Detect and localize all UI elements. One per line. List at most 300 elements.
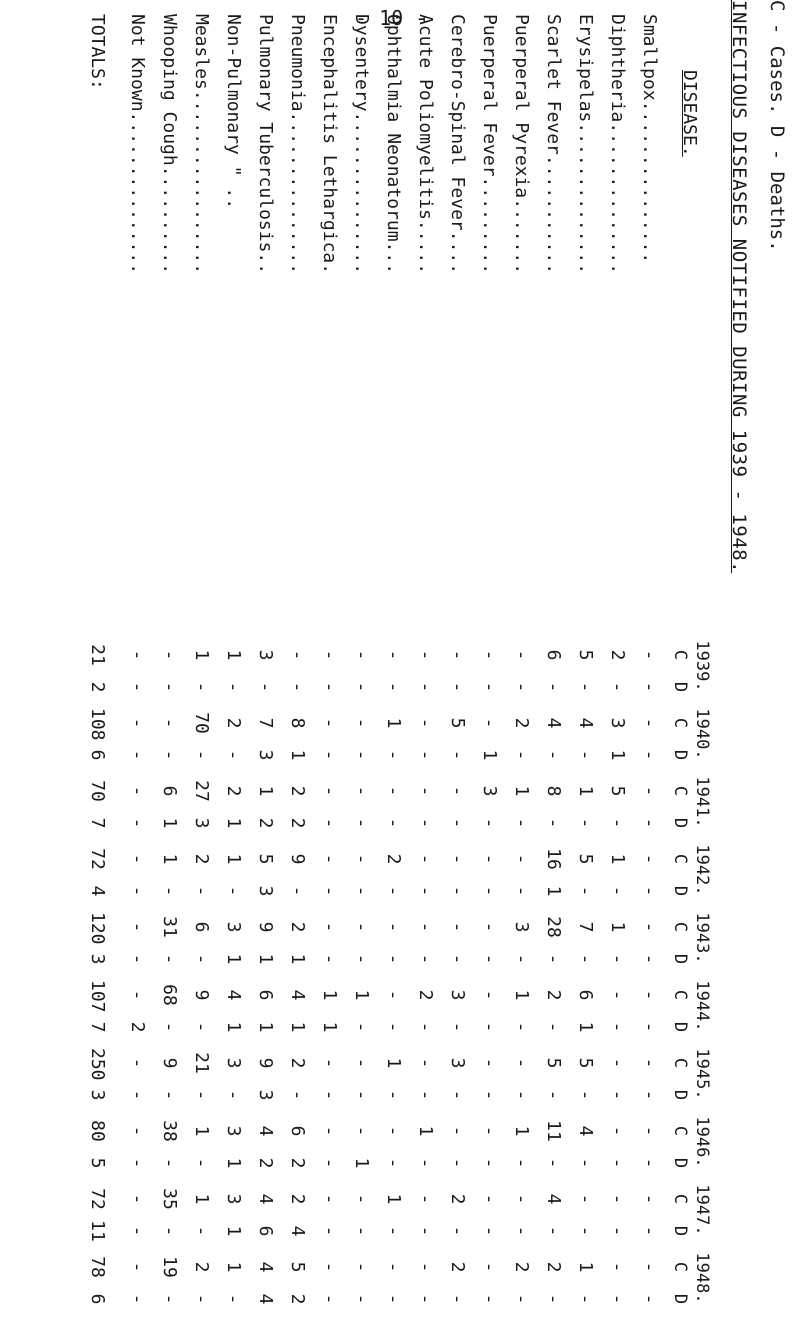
deaths-cell: - [351, 885, 372, 897]
deaths-cell: - [191, 1293, 212, 1305]
deaths-cell: - [383, 1089, 404, 1101]
deaths-cell: 1 [255, 1021, 276, 1033]
deaths-cell: - [159, 1157, 180, 1169]
table-title: INFECTIOUS DISEASES NOTIFIED DURING 1939 - 1948. [728, 0, 750, 574]
deaths-cell: - [511, 1089, 532, 1101]
deaths-cell: - [415, 1089, 436, 1101]
cases-cell: 4 [255, 1261, 276, 1273]
deaths-cell: - [191, 885, 212, 897]
deaths-cell: - [127, 817, 148, 829]
cases-cell: - [639, 717, 660, 729]
table-row [182, 0, 212, 1329]
deaths-cell: - [223, 885, 244, 897]
deaths-cell: 3 [191, 817, 212, 829]
cases-cell: 2 [191, 853, 212, 865]
deaths-cell: - [479, 1157, 500, 1169]
disease-label: Not Known............... [127, 14, 148, 275]
cases-cell: 3 [223, 1057, 244, 1069]
cases-cell: 6 [575, 989, 596, 1001]
deaths-cell: - [447, 1225, 468, 1237]
deaths-cell: - [607, 1089, 628, 1101]
deaths-cell: - [511, 1021, 532, 1033]
year-header: 1947. [692, 1184, 712, 1236]
cases-cell: 1 [191, 649, 212, 661]
deaths-cell: - [447, 953, 468, 965]
deaths-cell: - [447, 749, 468, 761]
deaths-cell: - [447, 1293, 468, 1305]
cases-cell: 31 [159, 916, 180, 938]
deaths-cell: - [383, 1021, 404, 1033]
cases-cell: - [639, 853, 660, 865]
deaths-cell: - [447, 1089, 468, 1101]
disease-label: Puerperal Fever......... [479, 14, 500, 275]
cases-cell: - [415, 1261, 436, 1273]
disease-label: Non-Pulmonary " .. [223, 14, 244, 210]
deaths-cell: - [607, 953, 628, 965]
deaths-cell: - [447, 817, 468, 829]
deaths-cell: - [127, 1157, 148, 1169]
cases-cell: 2 [607, 649, 628, 661]
cases-cell: - [127, 1057, 148, 1069]
cases-cell: 5 [607, 785, 628, 797]
cases-cell: 2 [447, 1261, 468, 1273]
deaths-cell: - [415, 1021, 436, 1033]
deaths-cell: 2 [287, 1293, 308, 1305]
cases-cell: 3 [223, 921, 244, 933]
disease-label: Smallpox............... [639, 14, 660, 264]
cases-cell: - [287, 649, 308, 661]
cases-cell: 2 [191, 1261, 212, 1273]
deaths-cell: - [543, 1021, 564, 1033]
deaths-cell: 4 [287, 1225, 308, 1237]
cases-cell: - [319, 1057, 340, 1069]
cases-cell: 5 [447, 717, 468, 729]
deaths-cell: - [383, 817, 404, 829]
cases-cell: - [351, 1261, 372, 1273]
table-row [118, 0, 148, 1329]
table-row [406, 0, 436, 1329]
cases-cell: 2 [383, 853, 404, 865]
cases-cell: 21 [87, 644, 108, 666]
cases-cell: - [351, 1193, 372, 1205]
case-label: C [670, 1057, 690, 1069]
cases-cell: 2 [447, 1193, 468, 1205]
cases-cell: - [127, 1125, 148, 1137]
cases-cell: - [319, 717, 340, 729]
cases-cell: 5 [543, 1057, 564, 1069]
cases-cell: 1 [383, 1193, 404, 1205]
cases-cell: 3 [447, 1057, 468, 1069]
cases-cell: 5 [255, 853, 276, 865]
cases-cell: 7 [575, 921, 596, 933]
deaths-cell: - [479, 1293, 500, 1305]
deaths-cell: 11 [87, 1220, 108, 1242]
deaths-cell: - [607, 885, 628, 897]
deaths-cell: - [191, 1089, 212, 1101]
deaths-cell: - [351, 749, 372, 761]
deaths-cell: - [575, 1225, 596, 1237]
cases-cell: - [447, 1125, 468, 1137]
deaths-cell: - [639, 1021, 660, 1033]
deaths-cell: - [543, 1157, 564, 1169]
cases-cell: - [319, 921, 340, 933]
cases-cell: 1 [319, 989, 340, 1001]
year-header: 1939. [692, 640, 712, 692]
case-label: C [670, 649, 690, 661]
cases-cell: - [319, 1125, 340, 1137]
case-death-header [668, 1252, 690, 1312]
cases-cell: - [319, 1193, 340, 1205]
deaths-cell: - [575, 1293, 596, 1305]
cases-cell: 1 [575, 785, 596, 797]
deaths-cell: - [159, 1089, 180, 1101]
deaths-cell: - [223, 749, 244, 761]
cases-cell: - [479, 853, 500, 865]
cases-cell: - [639, 785, 660, 797]
cases-cell: 1 [383, 717, 404, 729]
deaths-cell: - [127, 885, 148, 897]
deaths-cell: 3 [87, 1089, 108, 1101]
totals-row [78, 0, 108, 1329]
cases-cell: - [383, 989, 404, 1001]
case-label: C [670, 989, 690, 1001]
case-death-header [668, 1048, 690, 1108]
cases-cell: - [447, 853, 468, 865]
deaths-cell: - [543, 953, 564, 965]
disease-label: Pneumonia............... [287, 14, 308, 275]
deaths-cell: - [639, 817, 660, 829]
year-header: 1945. [692, 1048, 712, 1100]
deaths-cell: - [575, 953, 596, 965]
deaths-cell: 1 [223, 1225, 244, 1237]
deaths-cell: - [607, 1021, 628, 1033]
deaths-cell: - [159, 953, 180, 965]
cases-cell: - [479, 717, 500, 729]
cases-cell: 80 [87, 1120, 108, 1142]
deaths-cell: - [383, 1293, 404, 1305]
cases-cell: 5 [575, 1057, 596, 1069]
cases-cell: - [351, 921, 372, 933]
cases-cell: 5 [287, 1261, 308, 1273]
deaths-cell: - [575, 681, 596, 693]
cases-cell: 1 [415, 1125, 436, 1137]
cases-cell: 1 [383, 1057, 404, 1069]
deaths-cell: 6 [255, 1225, 276, 1237]
deaths-cell: - [479, 1021, 500, 1033]
deaths-cell: - [383, 681, 404, 693]
cases-cell: 1 [511, 1125, 532, 1137]
deaths-cell: - [607, 817, 628, 829]
cases-cell: 120 [87, 912, 108, 945]
deaths-cell: - [415, 1293, 436, 1305]
deaths-cell: - [415, 953, 436, 965]
deaths-cell: - [415, 885, 436, 897]
cases-cell: 108 [87, 708, 108, 741]
deaths-cell: 1 [223, 1021, 244, 1033]
deaths-cell: - [319, 681, 340, 693]
case-label: C [670, 1125, 690, 1137]
cases-cell: - [511, 1057, 532, 1069]
deaths-cell: 1 [575, 1021, 596, 1033]
table-row [374, 0, 404, 1329]
deaths-cell: - [543, 1293, 564, 1305]
deaths-cell: 2 [287, 1157, 308, 1169]
cases-cell: 27 [191, 780, 212, 802]
cases-cell: 9 [255, 921, 276, 933]
cases-cell: - [351, 1125, 372, 1137]
deaths-cell: 7 [87, 1021, 108, 1033]
cases-cell: 21 [191, 1052, 212, 1074]
deaths-cell: - [159, 885, 180, 897]
cases-cell: 9 [191, 989, 212, 1001]
deaths-cell: - [191, 1021, 212, 1033]
cases-cell: - [319, 1261, 340, 1273]
cases-cell: 4 [255, 1193, 276, 1205]
cases-cell: - [415, 717, 436, 729]
deaths-cell: - [543, 1225, 564, 1237]
cases-cell: - [127, 989, 148, 1001]
deaths-cell: - [351, 1293, 372, 1305]
cases-cell: 6 [159, 785, 180, 797]
deaths-cell: - [639, 1157, 660, 1169]
cases-cell: 6 [255, 989, 276, 1001]
cases-cell: - [127, 853, 148, 865]
cases-cell: 1 [223, 853, 244, 865]
cases-cell: - [351, 1057, 372, 1069]
cases-cell: 3 [511, 921, 532, 933]
deaths-cell: - [159, 1225, 180, 1237]
cases-cell: 1 [351, 989, 372, 1001]
cases-cell: 1 [255, 785, 276, 797]
deaths-cell: - [575, 1089, 596, 1101]
disease-label: Diphtheria.............. [607, 14, 628, 275]
cases-cell: 2 [415, 989, 436, 1001]
deaths-cell: - [511, 749, 532, 761]
cases-cell: 3 [479, 785, 500, 797]
cases-cell: - [415, 785, 436, 797]
cases-cell: - [607, 1193, 628, 1205]
deaths-cell: - [639, 1293, 660, 1305]
deaths-cell: 6 [87, 1293, 108, 1305]
death-label: D [670, 953, 690, 965]
deaths-cell: 7 [87, 817, 108, 829]
case-death-header [668, 1184, 690, 1244]
death-label: D [670, 1157, 690, 1169]
cases-cell: 4 [223, 989, 244, 1001]
case-label: C [670, 1193, 690, 1205]
deaths-cell: - [639, 1225, 660, 1237]
deaths-cell: 1 [607, 749, 628, 761]
disease-label: Erysipelas.............. [575, 14, 596, 275]
case-label: C [670, 1261, 690, 1273]
cases-cell: 11 [543, 1120, 564, 1142]
deaths-cell: - [447, 1021, 468, 1033]
cases-cell: - [639, 1193, 660, 1205]
cases-cell: 4 [543, 1193, 564, 1205]
cases-cell: 2 [287, 921, 308, 933]
deaths-cell: 1 [287, 953, 308, 965]
cases-cell: - [639, 1057, 660, 1069]
deaths-cell: - [415, 1225, 436, 1237]
cases-cell: 9 [255, 1057, 276, 1069]
table-row [502, 0, 532, 1329]
year-header: 1946. [692, 1116, 712, 1168]
deaths-cell: 1 [159, 817, 180, 829]
deaths-cell: - [351, 1021, 372, 1033]
deaths-cell: - [479, 817, 500, 829]
cases-cell: - [319, 649, 340, 661]
cases-cell: 1 [511, 989, 532, 1001]
year-header: 1940. [692, 708, 712, 760]
table-row [246, 0, 276, 1329]
cases-cell: - [607, 1261, 628, 1273]
deaths-cell: 2 [87, 681, 108, 693]
disease-label: Scarlet Fever........... [543, 14, 564, 275]
cases-cell: - [383, 785, 404, 797]
cases-cell: 2 [511, 1261, 532, 1273]
deaths-cell: - [319, 1089, 340, 1101]
cases-cell: 8 [287, 717, 308, 729]
disease-label: Dysentery............... [351, 14, 372, 275]
cases-cell: 1 [223, 649, 244, 661]
deaths-cell: - [191, 953, 212, 965]
disease-label: Measles................. [191, 14, 212, 275]
cases-cell: - [383, 649, 404, 661]
deaths-cell: - [607, 1157, 628, 1169]
disease-column-header: DISEASE. [679, 70, 700, 157]
deaths-cell: - [191, 749, 212, 761]
deaths-cell: - [575, 1157, 596, 1169]
cases-cell: 2 [287, 1057, 308, 1069]
deaths-cell: - [479, 885, 500, 897]
case-death-header [668, 912, 690, 972]
cases-cell: 2 [287, 785, 308, 797]
cases-cell: - [383, 1261, 404, 1273]
cases-cell: 70 [87, 780, 108, 802]
cases-cell: - [319, 785, 340, 797]
cases-cell: 68 [159, 984, 180, 1006]
year-header: 1943. [692, 912, 712, 964]
death-label: D [670, 1089, 690, 1101]
cases-cell: - [511, 649, 532, 661]
deaths-cell: - [351, 817, 372, 829]
deaths-cell: - [319, 1225, 340, 1237]
cases-cell: 1 [191, 1125, 212, 1137]
deaths-cell: - [639, 1089, 660, 1101]
cases-cell: - [159, 649, 180, 661]
death-label: D [670, 1293, 690, 1305]
cases-cell: 4 [287, 989, 308, 1001]
deaths-cell: - [351, 953, 372, 965]
table-row [278, 0, 308, 1329]
death-label: D [670, 681, 690, 693]
cases-cell: 2 [223, 785, 244, 797]
deaths-cell: 4 [255, 1293, 276, 1305]
deaths-cell: - [511, 1157, 532, 1169]
cases-cell: - [415, 1057, 436, 1069]
deaths-cell: - [447, 1157, 468, 1169]
cases-cell: 38 [159, 1120, 180, 1142]
cases-cell: 3 [223, 1193, 244, 1205]
death-label: D [670, 1021, 690, 1033]
deaths-cell: - [511, 1293, 532, 1305]
cases-cell: - [479, 1057, 500, 1069]
cases-cell: 2 [511, 717, 532, 729]
deaths-cell: - [479, 1225, 500, 1237]
page-number: - 10 - [355, 6, 428, 30]
deaths-cell: 1 [255, 953, 276, 965]
year-header: 1941. [692, 776, 712, 828]
cases-cell: - [383, 921, 404, 933]
deaths-cell: - [383, 1225, 404, 1237]
cases-cell: 5 [575, 649, 596, 661]
cases-cell: 1 [575, 1261, 596, 1273]
deaths-cell: 5 [87, 1157, 108, 1169]
deaths-cell: - [543, 749, 564, 761]
cases-cell: - [479, 649, 500, 661]
deaths-cell: 1 [223, 817, 244, 829]
deaths-cell: - [351, 681, 372, 693]
cases-cell: 72 [87, 848, 108, 870]
cases-cell: 4 [543, 717, 564, 729]
case-label: C [670, 717, 690, 729]
cases-cell: - [351, 785, 372, 797]
cases-cell: 19 [159, 1256, 180, 1278]
cases-cell: - [447, 785, 468, 797]
deaths-cell: - [575, 817, 596, 829]
deaths-cell: - [159, 1021, 180, 1033]
case-death-header [668, 844, 690, 904]
deaths-cell: - [127, 749, 148, 761]
deaths-cell: - [287, 681, 308, 693]
deaths-cell: - [255, 681, 276, 693]
deaths-cell: - [319, 953, 340, 965]
cases-cell: - [479, 1125, 500, 1137]
deaths-cell: 2 [255, 1157, 276, 1169]
cases-cell: 3 [607, 717, 628, 729]
deaths-cell: - [287, 885, 308, 897]
cases-cell: - [511, 853, 532, 865]
deaths-cell: - [447, 885, 468, 897]
cases-cell: - [607, 1125, 628, 1137]
disease-label: Pulmonary Tuberculosis.. [255, 14, 276, 275]
table-row [214, 0, 244, 1329]
disease-label: Cerebro-Spinal Fever.... [447, 14, 468, 275]
deaths-cell: - [511, 817, 532, 829]
deaths-cell: - [159, 749, 180, 761]
deaths-cell: - [351, 1089, 372, 1101]
deaths-cell: - [319, 1293, 340, 1305]
deaths-cell: - [511, 885, 532, 897]
cases-cell: - [351, 717, 372, 729]
cases-cell: 4 [575, 717, 596, 729]
cases-cell: 1 [223, 1261, 244, 1273]
table-row [566, 0, 596, 1329]
cases-cell: 4 [575, 1125, 596, 1137]
cases-cell: 2 [223, 717, 244, 729]
cases-cell: 78 [87, 1256, 108, 1278]
year-header: 1948. [692, 1252, 712, 1304]
deaths-cell: - [383, 885, 404, 897]
cases-cell: 5 [575, 853, 596, 865]
death-label: D [670, 817, 690, 829]
deaths-cell: - [639, 953, 660, 965]
table-row [470, 0, 500, 1329]
deaths-cell: - [351, 1225, 372, 1237]
deaths-cell: 1 [479, 749, 500, 761]
cases-cell: - [479, 989, 500, 1001]
deaths-cell: - [223, 1089, 244, 1101]
